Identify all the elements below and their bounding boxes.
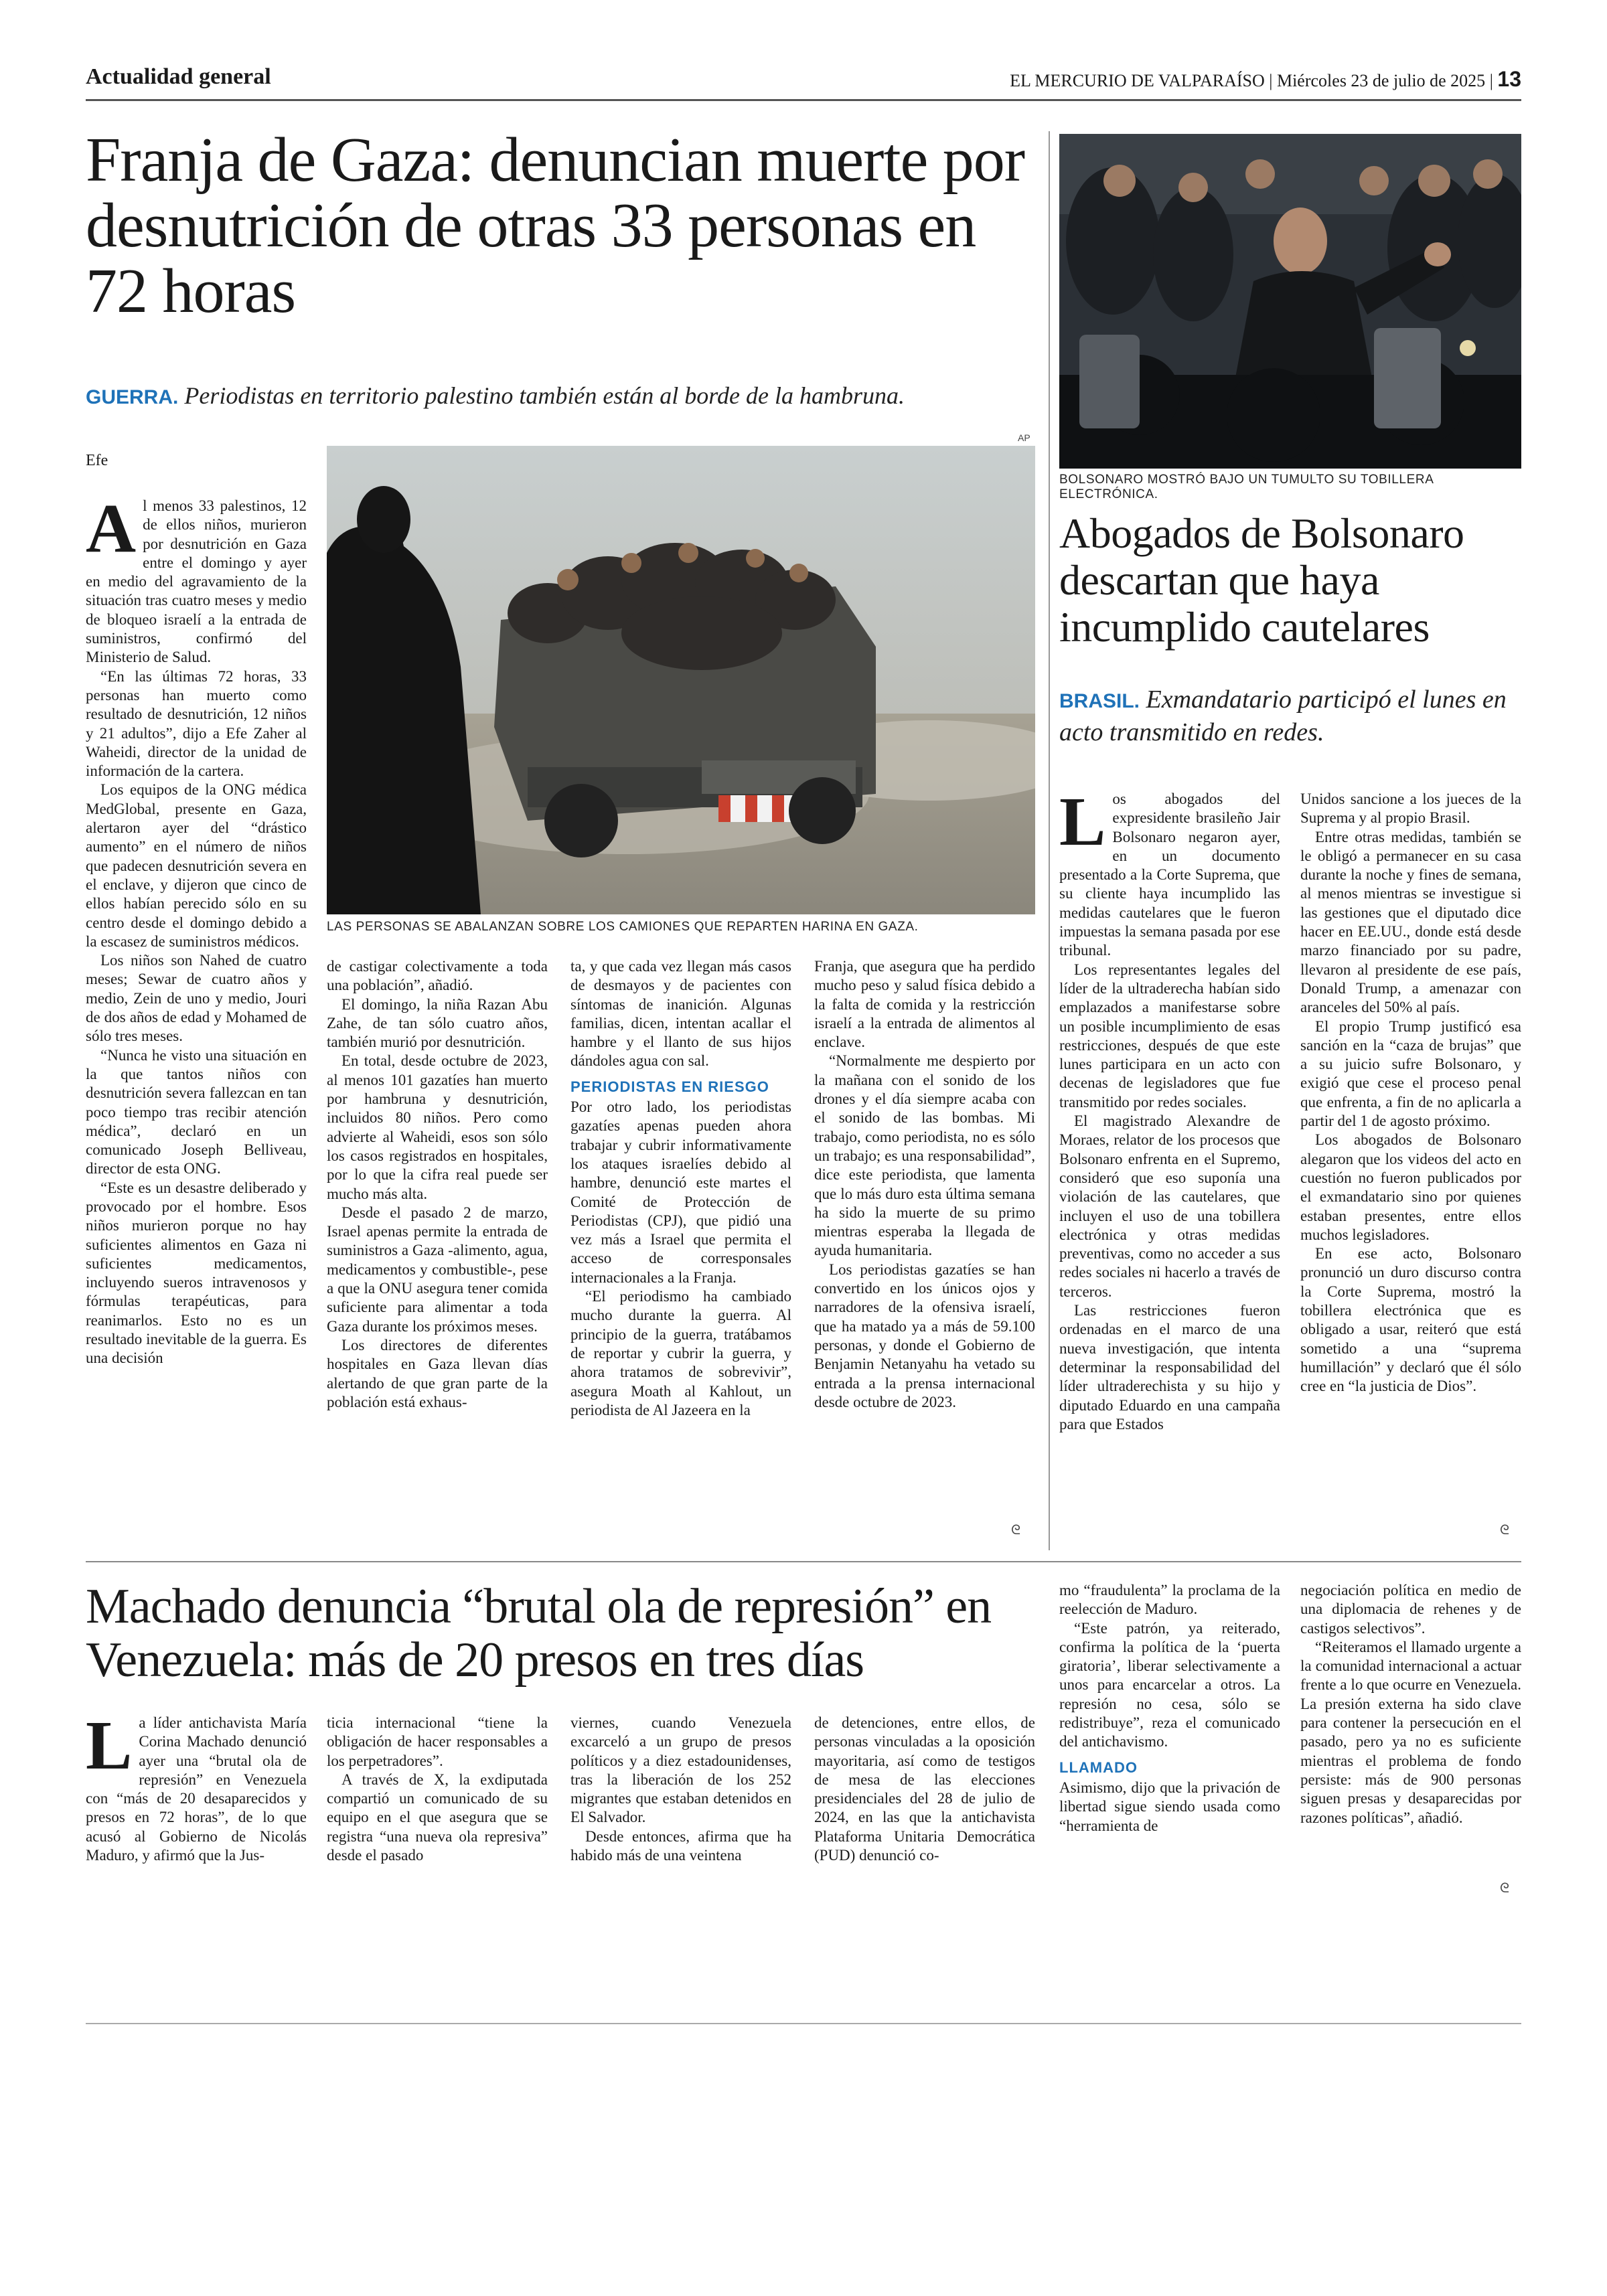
publication-name: EL MERCURIO DE VALPARAÍSO bbox=[1010, 71, 1265, 90]
machado-paragraph: mo “fraudulenta” la proclama de la reelección de Maduro. bbox=[1059, 1582, 1280, 1618]
end-of-article-icon: ᘓ bbox=[1500, 1881, 1510, 1896]
bottom-rule bbox=[86, 2023, 1521, 2024]
bolsonaro-kicker-tag: BRASIL. bbox=[1059, 690, 1140, 712]
end-of-article-icon: ᘓ bbox=[1011, 1523, 1021, 1538]
header-rule bbox=[86, 99, 1521, 101]
gaza-paragraph: Los equipos de la ONG médica MedGlobal, presente en Gaza, alertaron ayer del “drástico aumento” en el número de niños que padecen desnutrición severa en el enclave, y dijeron que cinco de ellos habían perecido sólo en su centro desde el domingo debido a la escasez de suministros médicos. bbox=[86, 781, 307, 950]
bolsonaro-paragraph: Los abogados de Bolsonaro alegaron que los videos del acto en cuestión no fueron publicados por el exmandatario sino por quienes estaban presentes, entre ellos muchos legisladores. bbox=[1300, 1131, 1521, 1243]
end-of-article-icon: ᘓ bbox=[1500, 1523, 1510, 1538]
machado-paragraph: viernes, cuando Venezuela excarceló a un grupo de presos políticos y a diez estadounidenses, tras la liberación de los 252 migrantes que estaban detenidos en El Salvador. bbox=[570, 1714, 791, 1826]
gaza-column-4 bbox=[814, 957, 1035, 1553]
machado-paragraph: de detenciones, entre ellos, de personas vinculadas a la oposición mayoritaria, así como de testigos de mesa de las elecciones presidenciales del 28 de julio de 2024, en las que la antichavista Plataforma Unitaria Democrática (PUD) denunció co- bbox=[814, 1714, 1035, 1864]
gaza-paragraph: El domingo, la niña Razan Abu Zahe, de tan sólo cuatro años, también murió por desnutrición. bbox=[327, 995, 548, 1051]
machado-subhead: LLAMADO bbox=[1059, 1758, 1138, 1776]
machado-paragraph: A través de X, la exdiputada compartió un comunicado de su equipo en el que asegura que se registra “una nueva ola represiva” desde el pasado bbox=[327, 1771, 548, 1864]
gaza-paragraph: ta, y que cada vez llegan más casos de desmayos y de pacientes con síntomas de inanición. Algunas familias, dicen, intentan acallar el hambre y el llanto de sus hijos dándoles agua con sal. bbox=[570, 958, 791, 1070]
bolsonaro-paragraph: Unidos sancione a los jueces de la Suprema y al propio Brasil. bbox=[1300, 791, 1521, 827]
gaza-paragraph: Por otro lado, los periodistas gazatíes apenas pueden ahora trabajar y cubrir informativamente los ataques israelíes debido al hambre, denunció este martes el Comité de Protección de Periodistas (CPJ), que pidió una vez más a Israel que permita el acceso de corresponsales internacionales a la Franja. bbox=[570, 1098, 791, 1286]
gaza-paragraph: Desde el pasado 2 de marzo, Israel apenas permite la entrada de suministros a Gaza -alimento, agua, medicamentos y combustible-, pese a que la ONU asegura tener comida suficiente para alimentar a toda Gaza durante los próximos meses. bbox=[327, 1204, 548, 1335]
section-label: Actualidad general bbox=[86, 64, 271, 89]
bolsonaro-headline: Abogados de Bolsonaro descartan que haya incumplido cautelares bbox=[1059, 509, 1464, 651]
gaza-truck-photo bbox=[327, 446, 1035, 914]
gaza-column-1 bbox=[86, 490, 307, 1551]
gaza-paragraph: Los niños son Nahed de cuatro meses; Sewar de cuatro años y medio, Zein de uno y medio, Jouri de dos años de edad y Mohamed de sólo tres meses. bbox=[86, 952, 307, 1045]
column-divider bbox=[1049, 131, 1050, 1550]
machado-paragraph: “Reiteramos el llamado urgente a la comunidad internacional a actuar frente a lo que ocurre en Venezuela. La presión externa ha sido clave para contener la persecución en el pasado, pero ya no es suficiente mientras el problema de fondo persiste: más de 900 personas siguen presas y desaparecidas por razones políticas”, añadió. bbox=[1300, 1638, 1521, 1826]
machado-paragraph: “Este patrón, ya reiterado, confirma la política de la ‘puerta giratoria’, liberar selectivamente a unos para encarcelar a otros. La represión no cesa, sólo se redistribuye”, reza el comunicado del antichavismo. bbox=[1059, 1619, 1280, 1750]
gaza-paragraph: Franja, que asegura que ha perdido mucho peso y salud física debido a la falta de comida y la restricción israelí a la entrada de alimentos al enclave. bbox=[814, 958, 1035, 1051]
gaza-paragraph: “El periodismo ha cambiado mucho durante la guerra. Al principio de la guerra, tratábamos de reportar y cubrir la guerra, y ahora tratamos de sobrevivir”, asegura Moath al Kahlout, un periodista de Al Jazeera en la bbox=[570, 1288, 791, 1418]
gaza-subhead: PERIODISTAS EN RIESGO bbox=[570, 1078, 769, 1095]
bolsonaro-photo bbox=[1059, 134, 1521, 469]
machado-paragraph: a líder antichavista María Corina Machado denunció ayer una “brutal ola de represión” en Venezuela con “más de 20 desaparecidos y presos en 72 horas”, de lo que acusó al Gobierno de Nicolás Maduro, y afirmó que la Jus- bbox=[86, 1714, 307, 1864]
gaza-kicker-text: Periodistas en territorio palestino también están al borde de la hambruna. bbox=[184, 382, 905, 409]
gaza-kicker bbox=[86, 382, 1050, 410]
gaza-paragraph: l menos 33 palestinos, 12 de ellos niños, murieron por desnutrición en Gaza entre el domingo y ayer en medio del agravamiento de la situación tras cuatro meses y medio de bloqueo israelí a la entrada de suministros, confirmó del Ministerio de Salud. bbox=[86, 497, 307, 666]
bolsonaro-photo-caption: BOLSONARO MOSTRÓ BAJO UN TUMULTO SU TOBILLERA ELECTRÓNICA. bbox=[1059, 473, 1434, 501]
gaza-paragraph: de castigar colectivamente a toda una población”, añadió. bbox=[327, 958, 548, 994]
gaza-kicker-tag: GUERRA. bbox=[86, 386, 179, 408]
gaza-paragraph: En total, desde octubre de 2023, al menos 101 gazatíes han muerto por hambruna y desnutrición, incluidos 80 niños. Pero como advierte al Waheidi, esos son sólo los casos registrados en hospitales, por lo que la cifra real puede ser mucho más alta. bbox=[327, 1052, 548, 1202]
masthead-info: EL MERCURIO DE VALPARAÍSO | Miércoles 23 de julio de 2025 | 13 bbox=[1010, 67, 1521, 91]
gaza-drop-cap: A bbox=[86, 490, 137, 567]
bolsonaro-column-1 bbox=[1059, 783, 1280, 1553]
machado-paragraph: ticia internacional “tiene la obligación de hacer responsables a los perpetradores”. bbox=[327, 1714, 548, 1769]
gaza-paragraph: “Normalmente me despierto por la mañana con el sonido de los drones y el día siempre acaba con el sonido de las bombas. Mi trabajo, como periodista, no es sólo un trabajo; es una responsabilidad”, dice este periodista, que lamenta que lo más duro esta última semana ha sido la muerte de su primo mientras esperaba la llegada de ayuda humanitaria. bbox=[814, 1052, 1035, 1259]
bolsonaro-crowd-photo bbox=[1059, 134, 1521, 469]
machado-column-3 bbox=[570, 1714, 791, 1914]
gaza-column-2 bbox=[327, 957, 548, 1553]
gaza-paragraph: Los directores de diferentes hospitales en Gaza llevan días alertando de que gran parte de la población está exhaus- bbox=[327, 1336, 548, 1410]
gaza-photo-caption: LAS PERSONAS SE ABALANZAN SOBRE LOS CAMIONES QUE REPARTEN HARINA EN GAZA. bbox=[327, 920, 919, 934]
machado-paragraph: Asimismo, dijo que la privación de libertad sigue siendo usada como “herramienta de bbox=[1059, 1779, 1280, 1834]
publication-date: Miércoles 23 de julio de 2025 bbox=[1276, 71, 1486, 90]
gaza-photo bbox=[327, 446, 1035, 914]
gaza-headline: Franja de Gaza: denuncian muerte por desnutrición de otras 33 personas en 72 horas bbox=[86, 125, 1025, 326]
gaza-paragraph: Los periodistas gazatíes se han convertido en los únicos ojos y narradores de la ofensiva israelí, que ha matado ya a más de 59.100 personas, y donde el Gobierno de Benjamin Netanyahu ha vetado su entrada a la prensa internacional desde octubre de 2023. bbox=[814, 1260, 1035, 1410]
machado-column-1 bbox=[86, 1707, 307, 1914]
bolsonaro-kicker bbox=[1059, 684, 1521, 748]
machado-column-6 bbox=[1300, 1581, 1521, 1916]
gaza-paragraph: “Nunca he visto una situación en la que tantos niños con desnutrición severa fallezcan en tan poco tiempo tras recibir atención médica”, declaró en un comunicado Joseph Belliveau, director de esta ONG. bbox=[86, 1046, 307, 1177]
bolsonaro-paragraph: El propio Trump justificó esa sanción en la “caza de brujas” que a su juicio sufre Bolsonaro, y exigió que cese el proceso penal que enfrenta, a fin de no aplicarla a partir del 1 de agosto próximo. bbox=[1300, 1017, 1521, 1130]
machado-headline: Machado denuncia “brutal ola de represión” en Venezuela: más de 20 presos en tres días bbox=[86, 1579, 992, 1688]
bolsonaro-paragraph: El magistrado Alexandre de Moraes, relator de los procesos que Bolsonaro enfrenta en el Supremo, consideró que eso suponía una violación de las cautelares, que incluyen el uso de una tobillera electrónica y otras medidas preventivas, como no acceder a sus redes sociales ni hacerlo a través de terceros. bbox=[1059, 1113, 1280, 1300]
bolsonaro-drop-cap: L bbox=[1059, 783, 1106, 860]
machado-paragraph: negociación política en medio de una diplomacia de rehenes y de castigos selectivos”. bbox=[1300, 1582, 1521, 1637]
page-number: 13 bbox=[1497, 67, 1521, 91]
bolsonaro-paragraph: En ese acto, Bolsonaro pronunció un duro discurso contra la Corte Suprema, mostró la tobillera electrónica que es obligado a usar, reiteró que está sometido a una “suprema humillación” y declaró que él sólo cree en “la justicia de Dios”. bbox=[1300, 1245, 1521, 1395]
machado-column-5 bbox=[1059, 1581, 1280, 1916]
gaza-byline: Efe bbox=[86, 452, 108, 469]
bolsonaro-paragraph: Entre otras medidas, también se le obligó a permanecer en su casa durante la noche y fines de semana, al menos mientras se investigue si las gestiones que el diputado dice hacer en EE.UU., donde está desde marzo financiado por su padre, llevaron al presidente de ese país, Donald Trump, a amenazar con aranceles del 50% al país. bbox=[1300, 828, 1521, 1016]
gaza-paragraph: “Este es un desastre deliberado y provocado por el hombre. Esos niños murieron porque no hay suficientes alimentos en Gaza ni suficientes medicamentos, incluyendo sueros intravenosos y fórmulas terapéuticas, para reanimarlos. Esto no es un resultado inevitable de la guerra. Es una decisión bbox=[86, 1179, 307, 1367]
bolsonaro-column-2 bbox=[1300, 790, 1521, 1553]
machado-column-4 bbox=[814, 1714, 1035, 1914]
machado-drop-cap: L bbox=[86, 1707, 133, 1784]
machado-paragraph: Desde entonces, afirma que ha habido más de una veintena bbox=[570, 1827, 791, 1864]
bolsonaro-kicker-text: Exmandatario participó el lunes en acto transmitido en redes. bbox=[1059, 685, 1507, 746]
gaza-paragraph: “En las últimas 72 horas, 33 personas han muerto como resultado de desnutrición, 12 niños y 21 adultos”, dijo a Efe Zaher al Waheidi, director de la unidad de información de la cartera. bbox=[86, 667, 307, 780]
machado-column-2 bbox=[327, 1714, 548, 1914]
gaza-photo-credit: AP bbox=[1018, 432, 1030, 443]
bolsonaro-paragraph: Los representantes legales del líder de la ultraderecha habían sido emplazados a manifestarse sobre un posible incumplimiento de esas restricciones, después de que este lunes participara en un acto con decenas de legisladores que fue transmitido por redes sociales. bbox=[1059, 961, 1280, 1111]
bolsonaro-paragraph: os abogados del expresidente brasileño Jair Bolsonaro negaron ayer, en un documento presentado a la Corte Suprema, que su cliente haya incumplido las medidas cautelares que le fueron impuestas la semana pasada por ese tribunal. bbox=[1059, 791, 1280, 959]
section-separator bbox=[86, 1561, 1521, 1562]
bolsonaro-paragraph: Las restricciones fueron ordenadas en el marco de una nueva investigación, que intenta determinar la responsabilidad del líder ultraderechista y su hijo y diputado Eduardo en una campaña para que Estados bbox=[1059, 1302, 1280, 1432]
gaza-column-3 bbox=[570, 957, 791, 1553]
